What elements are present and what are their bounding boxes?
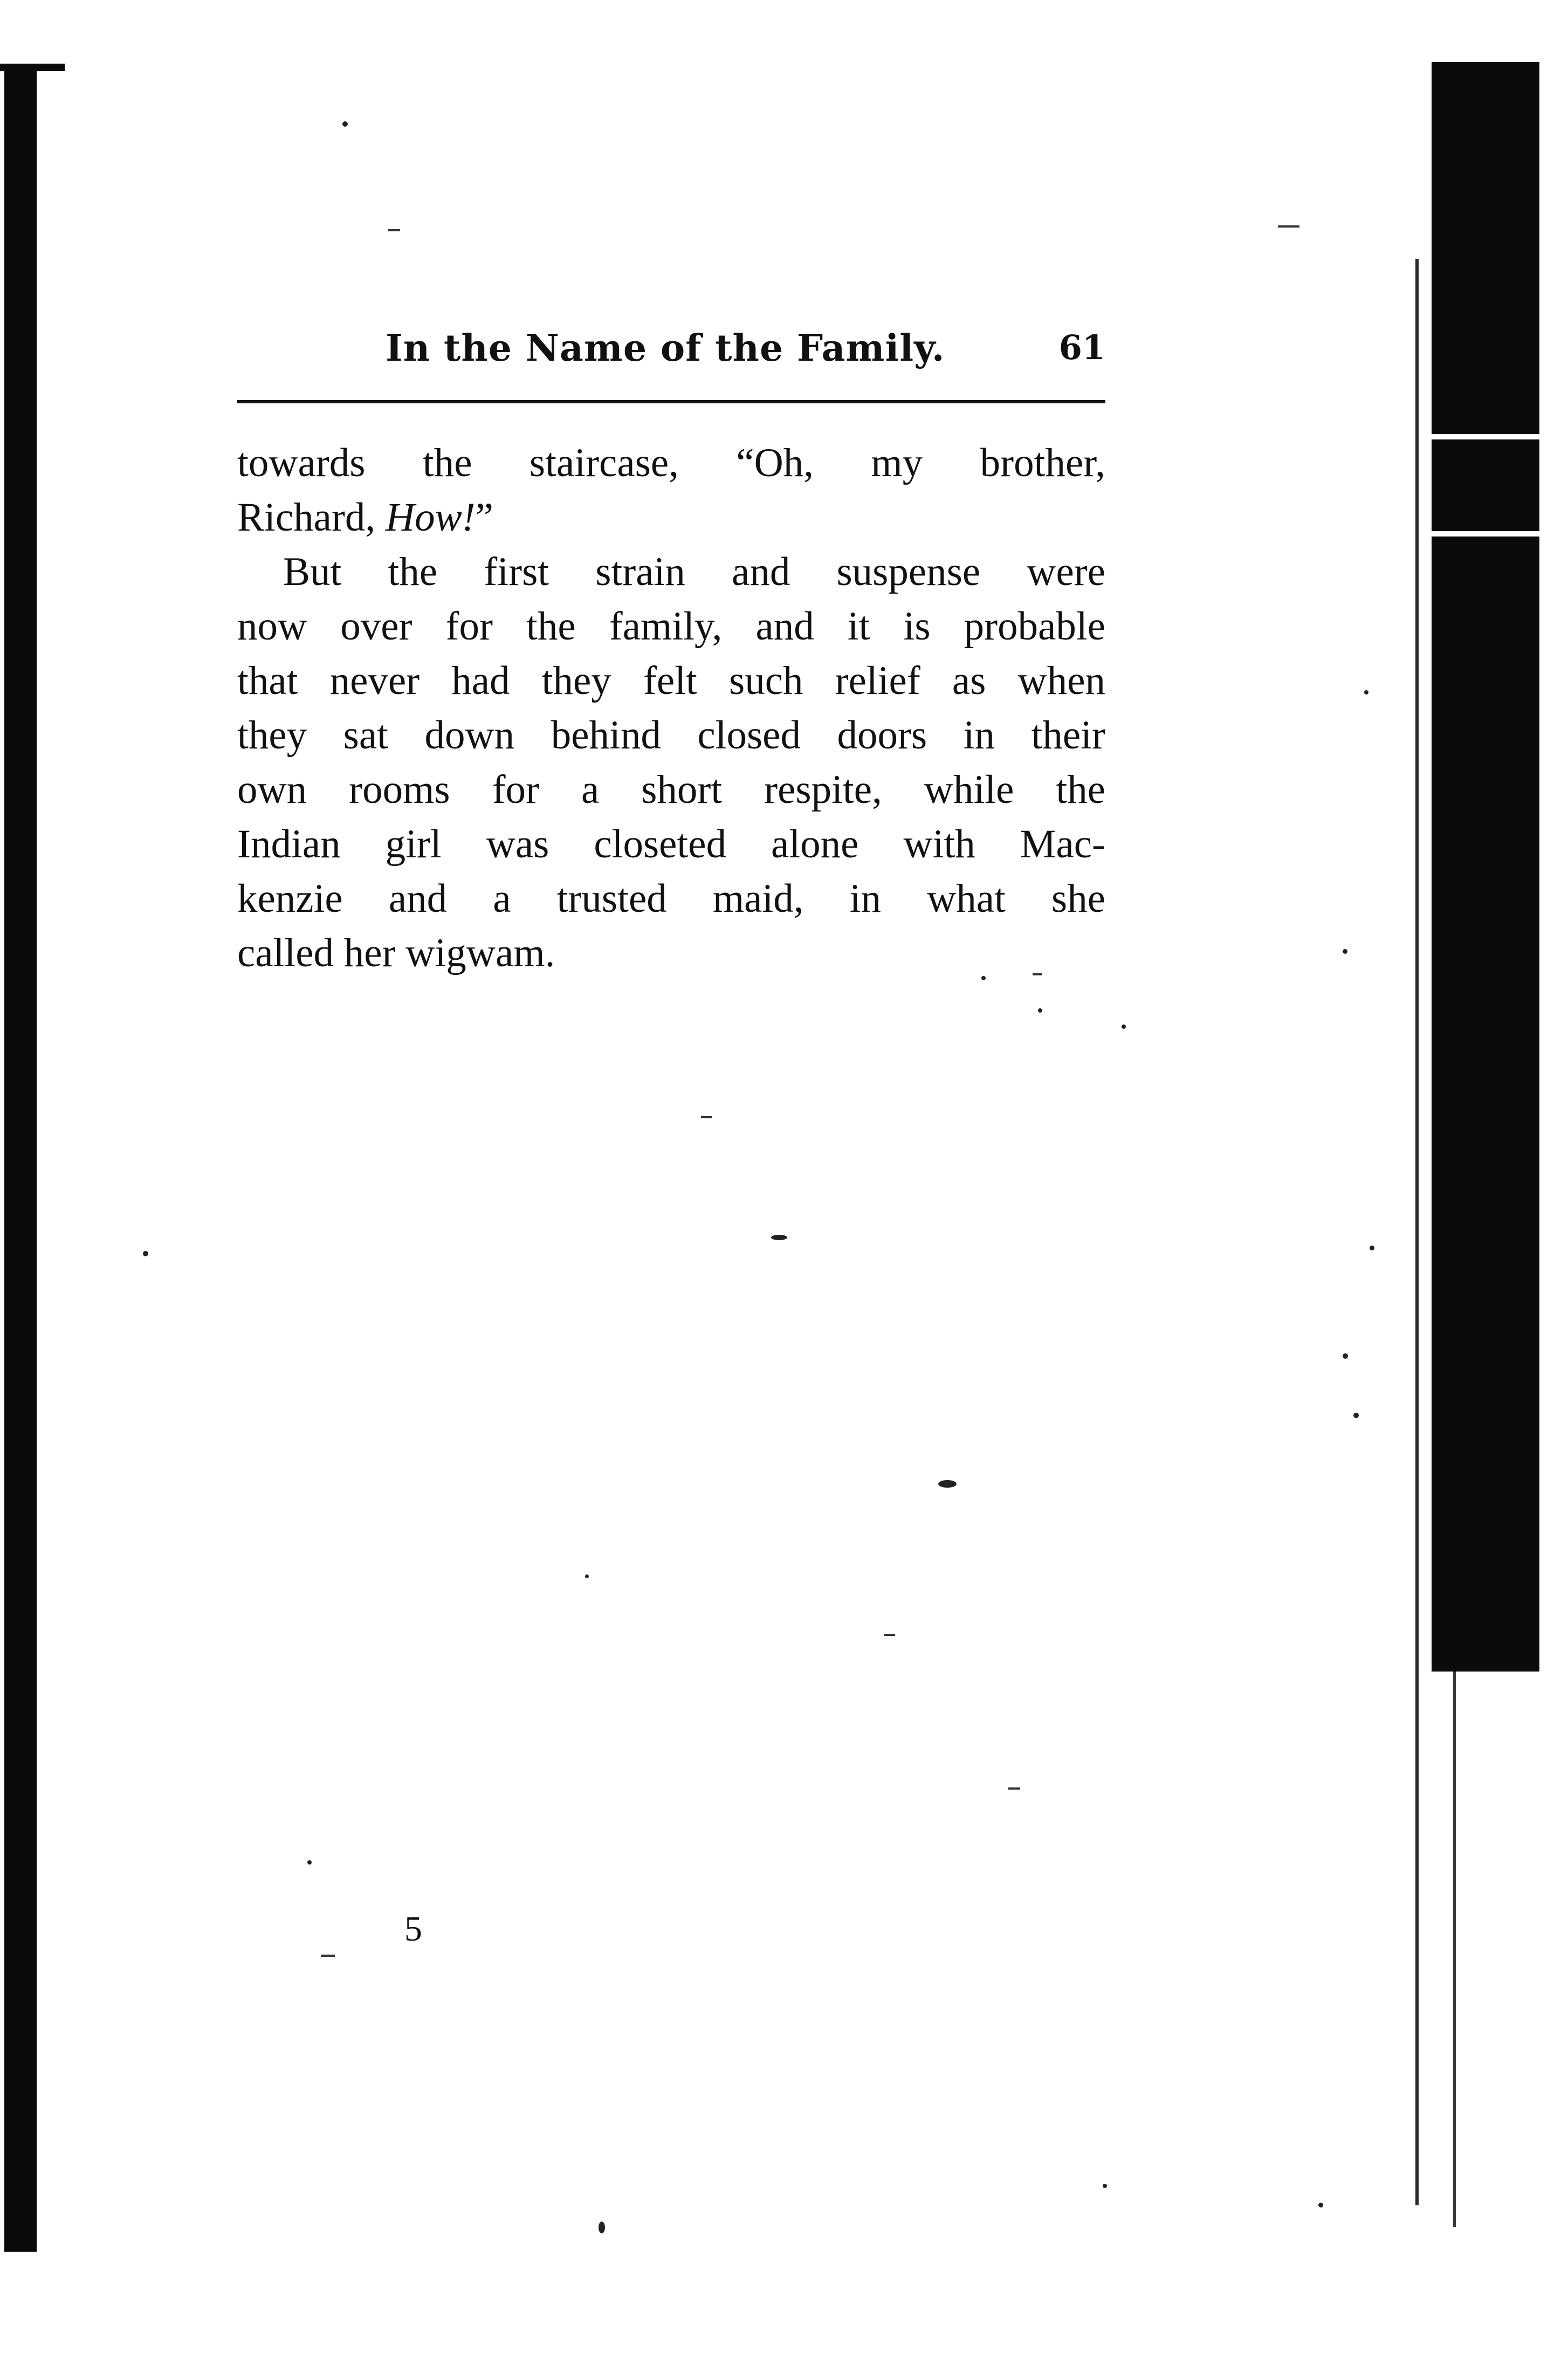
scan-speck xyxy=(321,1955,335,1957)
text-line: kenzie and a trusted maid, in what she xyxy=(237,876,1105,921)
header-rule xyxy=(237,400,1105,403)
scan-speck xyxy=(1008,1787,1020,1790)
scan-speck xyxy=(1364,690,1368,694)
scan-speck xyxy=(1370,1246,1374,1250)
page-number: 61 xyxy=(1058,328,1105,367)
italic-text: How! xyxy=(385,495,476,540)
text-fragment: Richard, xyxy=(237,495,376,540)
binding-edge-corner xyxy=(0,64,65,71)
running-title: In the Name of the Family. xyxy=(386,327,945,370)
text-line: that never had they felt such relief as when xyxy=(237,658,1105,703)
scan-edge-gap xyxy=(1432,434,1539,439)
scan-edge-line xyxy=(1415,259,1419,2205)
text-line: now over for the family, and it is probable xyxy=(237,604,1105,649)
text-line: own rooms for a short respite, while the xyxy=(237,767,1105,812)
scan-speck xyxy=(342,121,348,127)
paragraph-last-line: called her wigwam. xyxy=(237,931,555,975)
scan-speck xyxy=(585,1574,589,1578)
scan-speck xyxy=(599,2222,605,2233)
running-head xyxy=(237,327,1105,386)
scan-speck xyxy=(1343,1353,1348,1359)
scan-speck xyxy=(884,1634,895,1636)
body-text xyxy=(237,436,1105,980)
scan-speck xyxy=(981,976,986,980)
scan-edge-strip xyxy=(1432,62,1539,1672)
signature-mark: 5 xyxy=(404,1909,422,1949)
text-line: Indian girl was closeted alone with Mac- xyxy=(237,822,1105,866)
scan-speck xyxy=(771,1235,787,1240)
scan-speck xyxy=(1353,1413,1359,1418)
scan-speck xyxy=(307,1860,312,1865)
scan-speck xyxy=(1103,2184,1107,2188)
text-line: towards the staircase, “Oh, my brother, xyxy=(237,441,1105,485)
scan-edge-gap xyxy=(1432,531,1539,537)
scan-speck xyxy=(938,1480,957,1488)
paragraph-first-line: But the first strain and suspense were xyxy=(283,549,1105,594)
text-fragment: ” xyxy=(475,495,493,540)
binding-edge-shadow xyxy=(4,64,37,2252)
scan-speck xyxy=(1278,225,1299,228)
scan-speck xyxy=(143,1251,148,1256)
scan-speck xyxy=(1343,949,1347,954)
text-line xyxy=(237,490,1105,545)
scan-edge-line xyxy=(1453,1672,1456,2227)
scan-speck xyxy=(1033,973,1042,975)
scan-speck xyxy=(388,229,400,231)
text-line: they sat down behind closed doors in their xyxy=(237,713,1105,758)
scan-speck xyxy=(701,1116,712,1118)
scan-speck xyxy=(1122,1024,1126,1029)
scan-speck xyxy=(1038,1008,1042,1013)
scan-speck xyxy=(1318,2203,1323,2207)
